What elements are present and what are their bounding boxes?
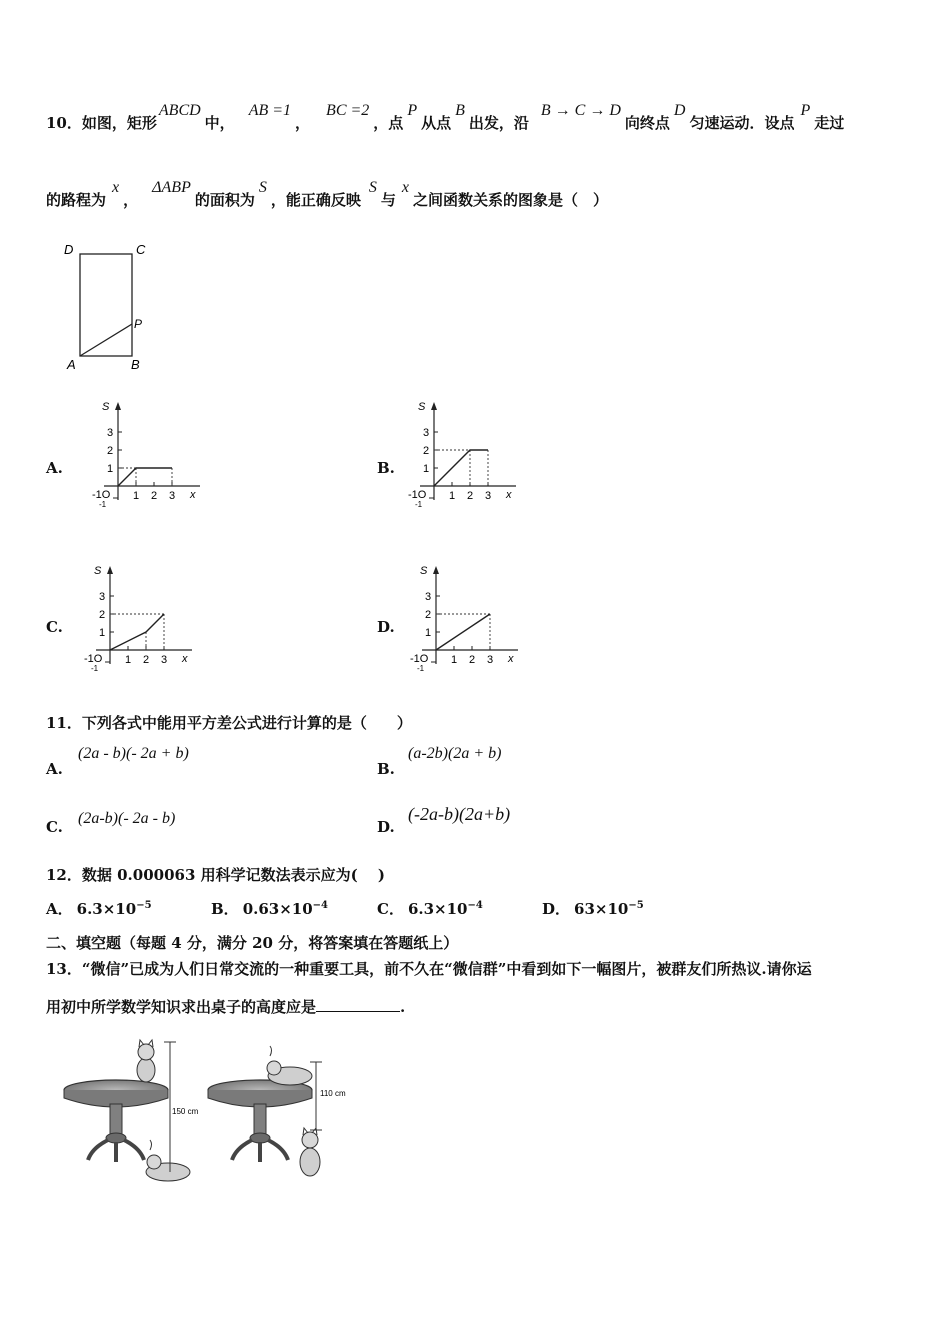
math-p2: P bbox=[800, 102, 811, 119]
origin-label: -1O bbox=[410, 653, 429, 665]
x-tick-label: 1 bbox=[133, 490, 140, 502]
measure-label-right: 110 cm bbox=[320, 1089, 346, 1098]
math-x: x bbox=[112, 179, 120, 196]
math-d: D bbox=[673, 102, 686, 119]
neg-one-label: -1 bbox=[99, 500, 107, 509]
q13-line2: 用初中所学数学知识求出桌子的高度应是 . bbox=[46, 998, 406, 1016]
x-tick-label: 3 bbox=[161, 654, 168, 666]
label-p: P bbox=[134, 317, 143, 331]
function-line bbox=[436, 614, 490, 650]
math-abp: ΔABP bbox=[152, 179, 191, 196]
measure-label-left: 150 cm bbox=[172, 1107, 199, 1116]
cat-icon bbox=[300, 1128, 320, 1176]
q10-option-b-graph bbox=[406, 396, 516, 518]
origin-label: -1O bbox=[84, 653, 103, 665]
x-axis-label: x bbox=[182, 653, 188, 665]
q11-option-d-expr: (-2a-b)(2a+b) bbox=[408, 804, 511, 824]
q10-option-a-graph bbox=[90, 396, 200, 518]
origin-label: -1O bbox=[92, 489, 111, 501]
math-s: S bbox=[258, 179, 267, 196]
q11-stem: 11．下列各式中能用平方差公式进行计算的是（ ） bbox=[46, 714, 412, 732]
y-tick-label: 2 bbox=[99, 609, 106, 621]
math-s2: S bbox=[368, 179, 377, 196]
q11-option-b-label: B. bbox=[377, 760, 395, 778]
x-tick-label: 1 bbox=[449, 490, 456, 502]
y-tick-label: 3 bbox=[99, 591, 106, 603]
math-p: P bbox=[407, 102, 418, 119]
y-tick-label: 1 bbox=[107, 463, 114, 475]
function-line bbox=[118, 468, 172, 486]
y-axis-label: S bbox=[102, 401, 110, 413]
y-tick-label: 1 bbox=[423, 463, 430, 475]
q10-option-c-graph bbox=[82, 560, 192, 682]
function-line bbox=[434, 450, 488, 486]
q11-option-d-label: D. bbox=[377, 818, 395, 836]
q10-line1: 10．如图，矩形ABCD中，AB =1，BC =2，点P从点B出发，沿B → C → D向终点D匀速运动．设点P走过 bbox=[46, 102, 845, 132]
answer-blank[interactable] bbox=[316, 997, 400, 1012]
segment-ap bbox=[80, 324, 132, 356]
origin-label: -1O bbox=[408, 489, 427, 501]
x-axis-label: x bbox=[508, 653, 514, 665]
q11-option-c-expr: (2a-b)(- 2a - b) bbox=[78, 810, 176, 827]
label-d: D bbox=[64, 242, 74, 257]
y-tick-label: 3 bbox=[107, 427, 114, 439]
q12-stem: 12．数据 0.000063 用科学记数法表示应为( ) bbox=[46, 866, 386, 884]
rectangle-figure bbox=[58, 238, 158, 376]
x-tick-label: 2 bbox=[143, 654, 150, 666]
q10-option-a-label: A. bbox=[46, 459, 63, 477]
x-axis-label: x bbox=[506, 489, 512, 501]
y-axis-arrow bbox=[431, 402, 437, 410]
math-path: B → C → D bbox=[540, 102, 621, 119]
x-axis-label: x bbox=[190, 489, 196, 501]
q13-line1: 13．“微信”已成为人们日常交流的一种重要工具，前不久在“微信群”中看到如下一幅图片，被群友们所热议.请你运 bbox=[46, 960, 812, 978]
q12-option-b: B． $0.63\times 10^{-4}$ bbox=[211, 900, 329, 918]
x-tick-label: 3 bbox=[487, 654, 494, 666]
section-title: 二、填空题（每题 4 分，满分 20 分，将答案填在答题纸上） bbox=[46, 934, 459, 952]
table-cats-illustration bbox=[58, 1032, 378, 1188]
q11-option-a-expr: (2a - b)(- 2a + b) bbox=[78, 745, 189, 762]
q10-option-c-label: C. bbox=[46, 618, 63, 636]
y-axis-arrow bbox=[433, 566, 439, 574]
q12-option-d: D． $63\times 10^{-5}$ bbox=[542, 900, 644, 918]
neg-one-label: -1 bbox=[415, 500, 423, 509]
q11-option-b-expr: (a-2b)(2a + b) bbox=[408, 745, 502, 762]
q10-line2: 的路程为x，ΔABP的面积为S，能正确反映S与x之间函数关系的图象是（ ） bbox=[46, 179, 609, 209]
x-tick-label: 2 bbox=[151, 490, 158, 502]
math-x2: x bbox=[401, 179, 410, 196]
label-c: C bbox=[136, 242, 146, 257]
neg-one-label: -1 bbox=[91, 664, 99, 673]
y-axis-label: S bbox=[420, 565, 428, 577]
x-tick-label: 2 bbox=[469, 654, 476, 666]
y-axis-arrow bbox=[107, 566, 113, 574]
q10-option-b-label: B. bbox=[377, 459, 395, 477]
y-axis-label: S bbox=[94, 565, 102, 577]
label-a: A bbox=[67, 357, 76, 372]
y-tick-label: 1 bbox=[99, 627, 106, 639]
label-b: B bbox=[131, 357, 140, 372]
y-tick-label: 3 bbox=[425, 591, 432, 603]
y-axis-arrow bbox=[115, 402, 121, 410]
left-table bbox=[64, 1080, 168, 1162]
q12-option-a: A． $6.3\times 10^{-5}$ bbox=[46, 900, 152, 918]
q12-option-c: C． $6.3\times 10^{-4}$ bbox=[377, 900, 483, 918]
right-table bbox=[208, 1080, 312, 1162]
math-ab: AB =1 bbox=[248, 102, 292, 119]
x-tick-label: 3 bbox=[485, 490, 492, 502]
q11-option-a-label: A. bbox=[46, 760, 63, 778]
x-tick-label: 3 bbox=[169, 490, 176, 502]
cat-icon bbox=[146, 1140, 190, 1181]
math-abcd: ABCD bbox=[158, 102, 201, 119]
cat-icon bbox=[267, 1046, 312, 1085]
x-tick-label: 1 bbox=[451, 654, 458, 666]
y-tick-label: 2 bbox=[107, 445, 114, 457]
x-tick-label: 1 bbox=[125, 654, 132, 666]
y-tick-label: 2 bbox=[425, 609, 432, 621]
function-line bbox=[110, 614, 164, 650]
y-tick-label: 1 bbox=[425, 627, 432, 639]
q10-option-d-graph bbox=[408, 560, 518, 682]
x-tick-label: 2 bbox=[467, 490, 474, 502]
q11-option-c-label: C. bbox=[46, 818, 63, 836]
math-bc: BC =2 bbox=[326, 102, 370, 119]
neg-one-label: -1 bbox=[417, 664, 425, 673]
cat-icon bbox=[137, 1040, 155, 1082]
y-axis-label: S bbox=[418, 401, 426, 413]
q10-option-d-label: D. bbox=[377, 618, 395, 636]
y-tick-label: 2 bbox=[423, 445, 430, 457]
math-b: B bbox=[455, 102, 465, 119]
y-tick-label: 3 bbox=[423, 427, 430, 439]
